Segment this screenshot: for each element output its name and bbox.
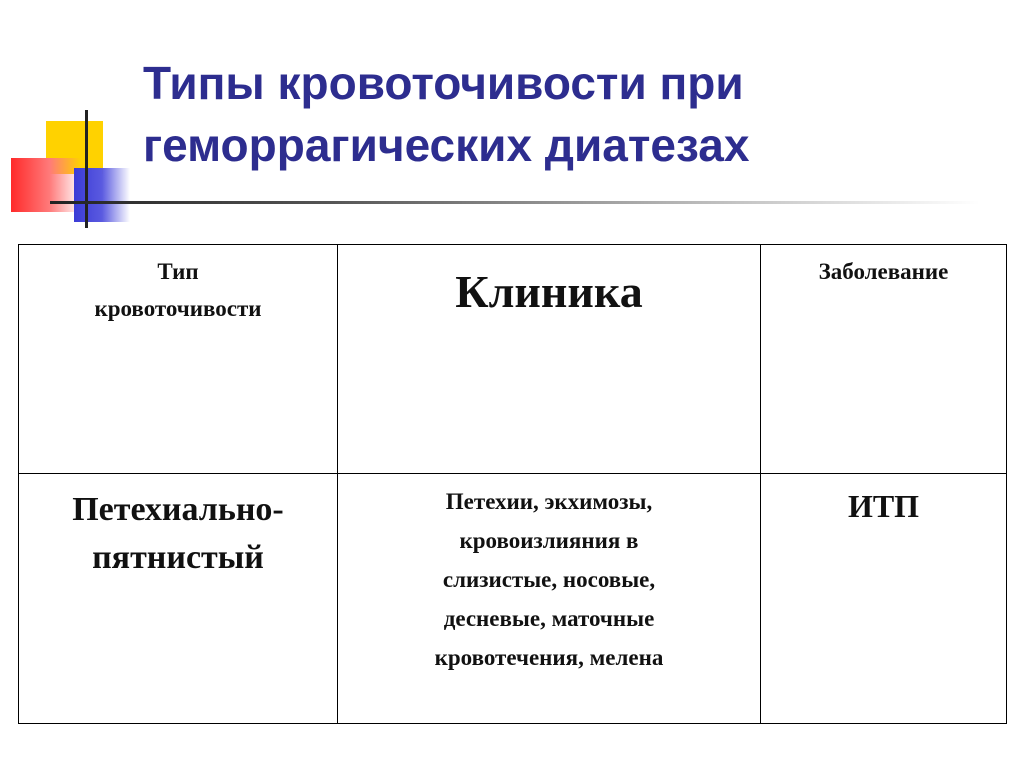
cell-disease: ИТП — [761, 474, 1007, 724]
header-disease: Заболевание — [761, 245, 1007, 474]
cell-clinic-line-2: кровоизлияния в — [459, 528, 639, 553]
cell-clinic-line-5: кровотечения, мелена — [434, 645, 664, 670]
cell-clinic-line-1: Петехии, экхимозы, — [445, 489, 653, 514]
decor-red-square — [11, 158, 81, 212]
cell-clinic-line-4: десневые, маточные — [443, 606, 655, 631]
header-bleeding-type-line-1: Тип — [157, 259, 199, 284]
cell-bleeding-type-line-1: Петехиально- — [72, 491, 284, 528]
header-bleeding-type — [19, 245, 338, 474]
decor-yellow-square — [46, 121, 103, 174]
table-header-row — [19, 245, 1007, 474]
cell-clinic — [338, 474, 761, 724]
decor-vertical-line — [85, 110, 88, 228]
slide-title-line-2: геморрагических диатезах — [143, 119, 750, 171]
cell-clinic-line-3: слизистые, носовые, — [442, 567, 656, 592]
decor-blue-square — [74, 168, 130, 222]
cell-bleeding-type — [19, 474, 338, 724]
title-underline — [50, 201, 980, 204]
bleeding-types-table — [18, 244, 1007, 724]
slide-title — [143, 52, 1003, 176]
cell-bleeding-type-line-2: пятнистый — [92, 539, 264, 576]
header-bleeding-type-line-2: кровоточивости — [94, 296, 262, 321]
slide-title-line-1: Типы кровоточивости при — [143, 57, 744, 109]
table-row — [19, 474, 1007, 724]
header-clinic: Клиника — [338, 245, 761, 474]
